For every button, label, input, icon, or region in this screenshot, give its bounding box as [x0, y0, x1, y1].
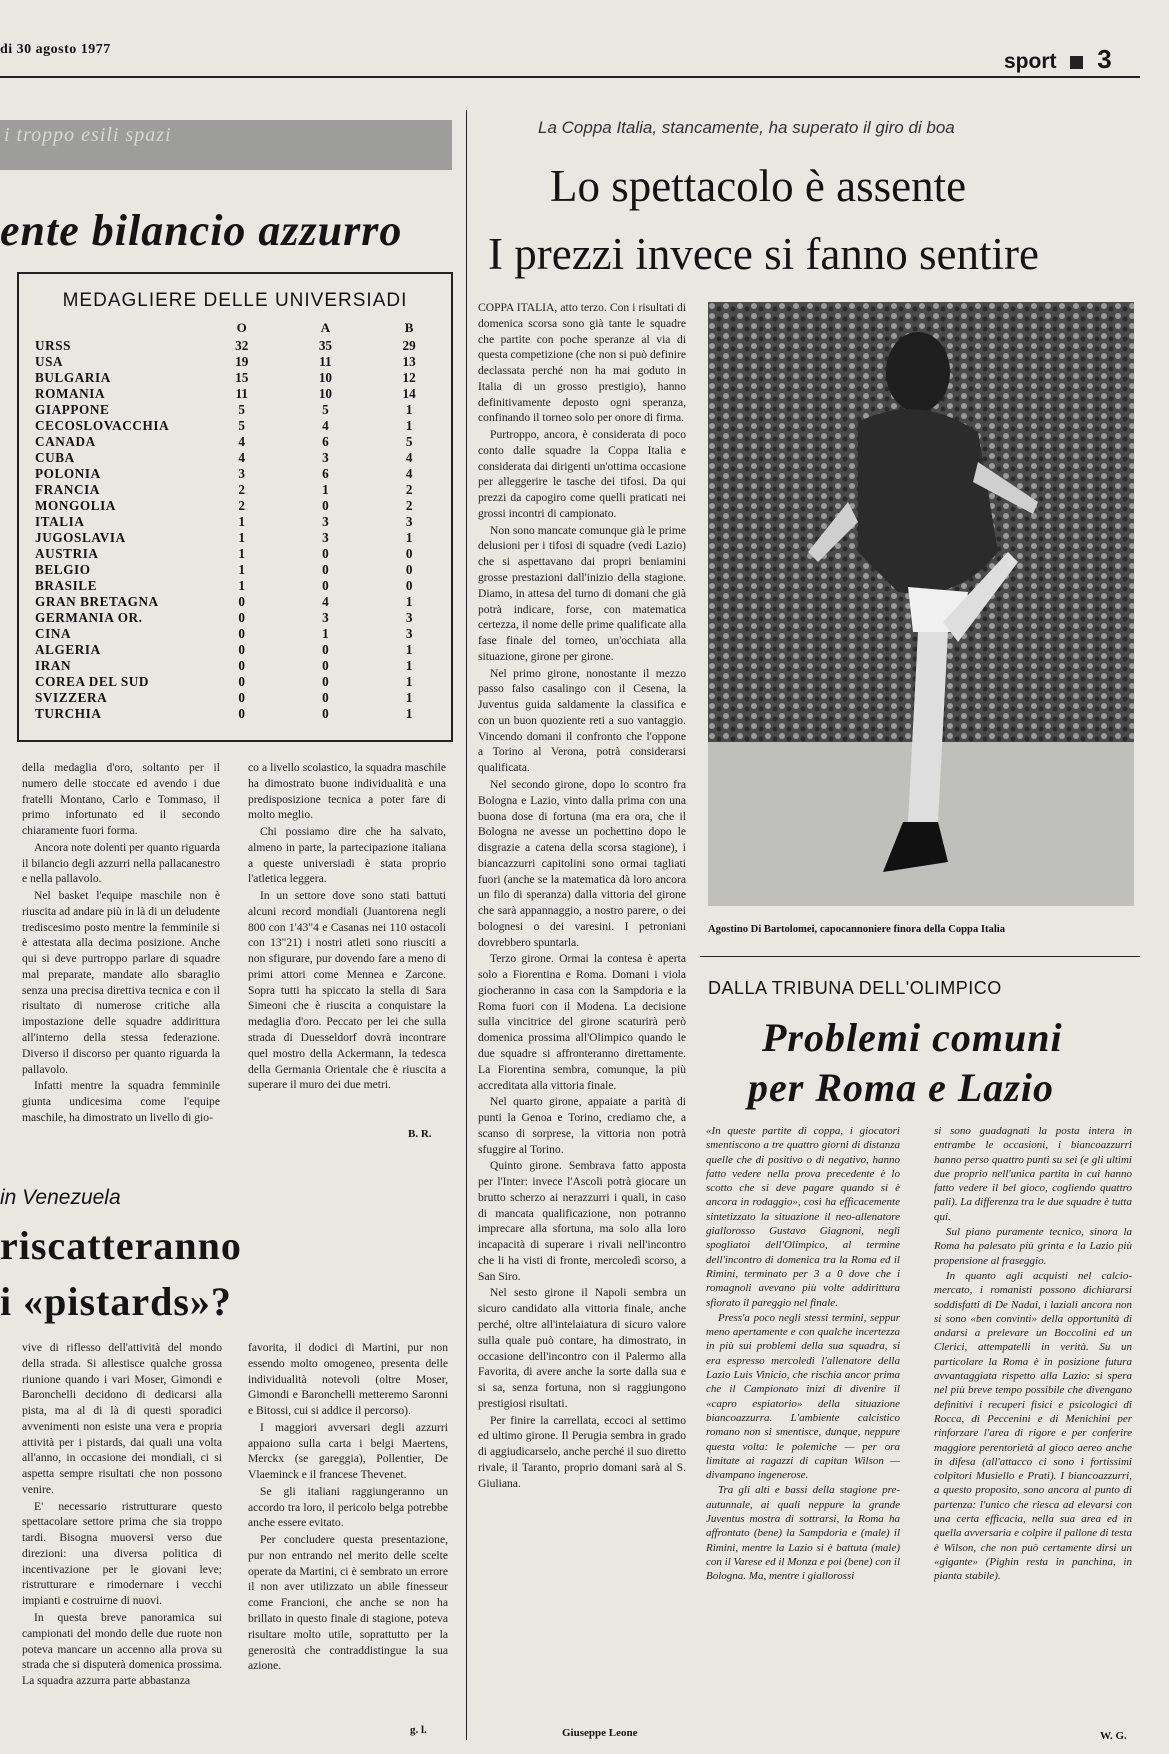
- silver-cell: 35: [318, 338, 332, 353]
- silver-cell: 1: [322, 626, 329, 641]
- medal-row: [35, 594, 451, 610]
- gold-cell: 4: [238, 434, 245, 449]
- bronze-cell: 1: [405, 642, 413, 657]
- medal-row: [35, 338, 451, 354]
- silver-cell: 10: [318, 370, 332, 385]
- bronze-cell: 3: [405, 610, 413, 625]
- paragraph: Nel quarto girone, appaiate a parità di punti la Genoa e Torino, crediamo che, a scanso di sorprese, la vittoria non potrà sfuggire al Torino.: [478, 1095, 686, 1156]
- masthead-section: [1004, 44, 1112, 75]
- page-number: 3: [1097, 44, 1112, 74]
- silver-cell: 3: [322, 530, 329, 545]
- nation-cell: AUSTRIA: [35, 546, 99, 561]
- paragraph: Nel basket l'equipe maschile non è riuscita ad andare più in là di un deludente trediscesimo posto mentre la femminile si è attestata alla decima posizione. Anche qui si deve purtroppo parlare di squadre mal preparate, mandate allo sbaraglio senza una precisa direttiva tecnica e con il risultato di numerose critiche alla impostazione delle squadre addirittura all'interno della stessa federazione. Diverso il discorso per quanto riguarda la pallavolo.: [22, 889, 220, 1076]
- left-kicker-bar: [0, 120, 452, 170]
- gold-cell: 0: [238, 674, 245, 689]
- paragraph: «In queste partite di coppa, i giocatori smentiscono a tre quattro giorni di distanza quelle che di positivo o di negativo, hanno fatto vedere nella prova precedente è lo scotto che si deve pagare quando si è ancora in rodaggio», così ha efficacemente sintetizzato la situazione il neo-allenatore giallorosso Gustavo Giagnoni, negli spogliatoi dell'Olimpico, al termine dell'incontro di domenica tra la Roma ed il Rimini, terminato per 3 a 0 dove che i romagnoli avevano più volte addirittura sfiorato il pareggio nel finale.: [706, 1125, 900, 1309]
- gold-cell: 15: [235, 370, 249, 385]
- paragraph: si sono guadagnati la posta intera in entrambe le occasioni, i biancoazzurri hanno perso quattro punti su sei (e gli ultimi due proprio nell'unica partita in cui hanno fatto vedere il bel gioco, cogliendo quattro pali). La differenza tra le due squadre è tutta qui.: [934, 1125, 1132, 1223]
- paragraph: COPPA ITALIA, atto terzo. Con i risultati di domenica scorsa sono già tante le squadre che partite con poche speranze al via di questa competizione (che non si può definire declassata perché non ha mai goduto in Italia di un grosso prestigio), hanno definitivamente deposto ogni speranza, confinando il torneo solo per onore di firma.: [478, 301, 686, 425]
- bronze-cell: 1: [405, 594, 413, 609]
- coppa-headline-2: I prezzi invece si fanno sentire: [488, 229, 1039, 279]
- olimpico-kicker: DALLA TRIBUNA DELL'OLIMPICO: [708, 978, 1002, 998]
- medal-row: [35, 658, 451, 674]
- bronze-cell: 0: [405, 578, 413, 593]
- bronze-cell: 0: [405, 562, 413, 577]
- vertical-rule-left: [466, 110, 467, 1740]
- bronze-cell: 4: [405, 466, 413, 481]
- paragraph: co a livello scolastico, la squadra maschile ha dimostrato buone individualità e una predisposizione tecnica a poter fare di molto meglio.: [248, 761, 446, 822]
- bilancio-column-1: [22, 760, 220, 1150]
- medal-row: [35, 530, 451, 546]
- gold-cell: 1: [238, 562, 245, 577]
- silver-cell: 0: [322, 562, 329, 577]
- gold-cell: 0: [238, 610, 245, 625]
- bilancio-signature: B. R.: [408, 1128, 432, 1140]
- paragraph: Per concludere questa presentazione, pur non entrando nel merito delle scelte operate da Martini, ci è sembrato un errore il non aver utilizzato un abile finesseur come Francioni, che anche se non ha brillato in questo finale di stagione, poteva risultare molto utile, soprattutto per la generosità che contraddistingue la sua azione.: [248, 1533, 448, 1673]
- gold-cell: 32: [235, 338, 249, 353]
- nation-cell: ROMANIA: [35, 386, 106, 401]
- silver-cell: 3: [322, 450, 329, 465]
- paragraph: della medaglia d'oro, soltanto per il numero delle stoccate ed avendo i due fratelli Montano, Carlo e Tommaso, il primo infortunato ed il secondo chiaramente fuori forma.: [22, 761, 220, 838]
- medal-table-body: [35, 338, 451, 722]
- bronze-cell: 1: [405, 706, 413, 721]
- silver-cell: 0: [322, 690, 329, 705]
- nation-cell: CUBA: [35, 450, 75, 465]
- olimpico-column-1: [706, 1124, 900, 1744]
- paragraph: In questa breve panoramica sui campionati del mondo delle due ruote non poteva mancare un accenno alla prova su strada che si disputerà domenica prossima. La squadra azzurra parte abbastanza: [22, 1611, 222, 1688]
- paragraph: Terzo girone. Ormai la contesa è aperta solo a Fiorentina e Roma. Domani i viola giocheranno in casa con la Sampdoria e la Roma fuori con il Modena. La decisione sulla vincitrice del girone scaturirà però domenica prossima all'Olimpico quando le due squadre si affronteranno direttamente. La Fiorentina sembra, comunque, la più accreditata alla vittoria finale.: [478, 952, 686, 1092]
- nation-cell: MONGOLIA: [35, 498, 116, 513]
- medal-row: [35, 370, 451, 386]
- bronze-cell: 13: [402, 354, 416, 369]
- gold-cell: 19: [235, 354, 249, 369]
- medal-row: [35, 690, 451, 706]
- medal-row: [35, 354, 451, 370]
- bronze-cell: 1: [405, 402, 413, 417]
- bronze-cell: 1: [405, 690, 413, 705]
- paragraph: In un settore dove sono stati battuti alcuni record mondiali (Juantorena negli 800 con 1'43"4 e Casanas nei 110 ostacoli con 13"21) i nostri atleti sono riusciti a non sfigurare, pur dovendo fare a meno di primi attori come Mennea e Zarcone. Sopra tutti ha spiccato la stella di Sara Simeoni che è riuscita a conquistare la medaglia d'oro. Peccato per lei che sulla strada di Duesseldorf dovrà incontrare quel mostro della Ackermann, la tedesca della Germania Orientale che è riuscita a superare il muro dei due metri.: [248, 889, 446, 1092]
- olimpico-headline-1: Problemi comuni: [762, 1015, 1063, 1060]
- square-bullet-icon: [1070, 56, 1083, 69]
- bronze-cell: 4: [405, 450, 413, 465]
- silver-cell: 5: [322, 402, 329, 417]
- nation-cell: FRANCIA: [35, 482, 101, 497]
- pistards-signature: g. l.: [410, 1724, 427, 1736]
- nation-cell: POLONIA: [35, 466, 101, 481]
- football-player-icon: [708, 302, 1134, 906]
- paragraph: Nel secondo girone, dopo lo scontro fra Bologna e Lazio, vinto dalla prima con una buona dose di fortuna (ma era ora, che il Bologna ne avesse un pochettino dopo le disgrazie a catena della scorsa stagione), i biancazzurri capitolini sono ormai tagliati fuori (anche se la matematica dà loro ancora un filo di speranza) dalla vittoria del girone che sarà appannaggio, a nostro parere, o dei bolognesi o dei varesini. I petroniani dovrebbero spuntarla.: [478, 777, 686, 949]
- medal-row: [35, 402, 451, 418]
- coppa-signature: Giuseppe Leone: [562, 1727, 638, 1739]
- section-label: sport: [1004, 50, 1057, 73]
- medal-table-box: [17, 272, 453, 742]
- medal-table: [35, 318, 451, 722]
- silver-cell: 0: [322, 642, 329, 657]
- nation-cell: GIAPPONE: [35, 402, 110, 417]
- medal-row: [35, 562, 451, 578]
- bronze-cell: 14: [402, 386, 416, 401]
- gold-cell: 0: [238, 658, 245, 673]
- left-headline: ente bilancio azzurro: [0, 206, 403, 255]
- nation-cell: IRAN: [35, 658, 72, 673]
- pistards-headline-1: riscatteranno: [0, 1223, 242, 1268]
- masthead-date: di 30 agosto 1977: [0, 42, 111, 57]
- medal-row: [35, 466, 451, 482]
- paragraph: I maggiori avversari degli azzurri appaiono sulla carta i belgi Maertens, Merckx (se gareggia), Pollentier, De Vlaeminck e il francese Thevenet.: [248, 1420, 448, 1482]
- paragraph: E' necessario ristrutturare questo spettacolare settore prima che sia troppo tardi. Bisogna muoversi verso due direzioni: una diversa politica di incentivazione per le giovani leve; ristrutturare e rimodernare i vecchi impianti e costruirne di nuovi.: [22, 1499, 222, 1608]
- nation-cell: ALGERIA: [35, 642, 101, 657]
- medal-row: [35, 546, 451, 562]
- col-header-silver: A: [320, 320, 331, 335]
- medal-row: [35, 482, 451, 498]
- paragraph: Purtroppo, ancora, è considerata di poco conto dalle squadre la Coppa Italia e considerata dai dirigenti un'ottima occasione per alleggerire le tasche dei tifosi. Da qui prezzi da capogiro come quelli praticati nei grossi incontri di campionato.: [478, 428, 686, 520]
- paragraph: Tra gli alti e bassi della stagione pre-autunnale, ai quali neppure la grande Juventus mostra di sottrarsi, la Roma ha affrontato (bene) la Sampdoria e (male) il Rimini, mentre la Lazio si è battuta (male) con il Varese ed il Monza e poi (bene) con il Bologna. Ma, mentre i giallorossi: [706, 1484, 900, 1583]
- silver-cell: 10: [318, 386, 332, 401]
- gold-cell: 0: [238, 706, 245, 721]
- caption-rule: [700, 956, 1140, 957]
- medal-row: [35, 418, 451, 434]
- nation-cell: JUGOSLAVIA: [35, 530, 126, 545]
- nation-cell: TURCHIA: [35, 706, 102, 721]
- medal-row: [35, 642, 451, 658]
- paragraph: In quanto agli acquisti nel calcio-mercato, i romanisti possono dichiararsi soddisfatti di De Nadai, i laziali ancora non si sono «ben convinti» della opportunità di andarsi a prelevare un Boccolini ed un Clerici, attempatelli in verità. Su un particolare la Roma è in posizione futura avvantaggiata rispetto alla Lazio: si spera nel più breve tempo possibile che divengano definitivi i recuperi fisici e psicologici di Rocca, di Peccenini e di Menichini per rinforzare l'area di rigore e per conferire maggiore perentorietà al gioco aereo anche in difesa (all'attacco ci sono i fortissimi colpitori Musiello e Prati). I biancoazzurri, a questo proposito, sono ancora al punto di partenza: l'unico che riesca ad elevarsi con una certa efficacia, nella sua area ed in quella avversaria e colpire il pallone di testa è Wilson, che non può certamente dirsi un «gigante» (Pighin resta in panchina, in pianta stabile).: [934, 1269, 1132, 1583]
- medal-row: [35, 450, 451, 466]
- silver-cell: 11: [319, 354, 332, 369]
- bronze-cell: 2: [405, 498, 413, 513]
- nation-cell: CINA: [35, 626, 72, 641]
- medal-row: [35, 498, 451, 514]
- silver-cell: 0: [322, 578, 329, 593]
- coppa-kicker: La Coppa Italia, stancamente, ha superato il giro di boa: [538, 118, 955, 137]
- bronze-cell: 0: [405, 546, 413, 561]
- photo-caption: Agostino Di Bartolomei, capocannoniere finora della Coppa Italia: [708, 924, 1006, 935]
- nation-cell: USA: [35, 354, 64, 369]
- silver-cell: 1: [322, 482, 329, 497]
- nation-cell: CANADA: [35, 434, 96, 449]
- nation-cell: SVIZZERA: [35, 690, 108, 705]
- nation-cell: CECOSLOVACCHIA: [35, 418, 170, 433]
- paragraph: Per finire la carrellata, eccoci al settimo ed ultimo girone. Il Perugia sembra in grado di aggiudicarselo, anche perché il suo diretto rivale, il Taranto, proprio domani sarà al S. Giuliana.: [478, 1413, 686, 1490]
- medal-header-row: [35, 318, 451, 338]
- gold-cell: 4: [238, 450, 245, 465]
- bronze-cell: 5: [405, 434, 413, 449]
- gold-cell: 0: [238, 690, 245, 705]
- coppa-headline-1: Lo spettacolo è assente: [550, 161, 967, 211]
- nation-cell: BULGARIA: [35, 370, 111, 385]
- pistards-column-1: [22, 1340, 222, 1740]
- nation-cell: BRASILE: [35, 578, 98, 593]
- silver-cell: 6: [322, 466, 329, 481]
- silver-cell: 0: [322, 706, 329, 721]
- silver-cell: 4: [322, 594, 329, 609]
- medal-row: [35, 514, 451, 530]
- paragraph: Nel primo girone, nonostante il mezzo passo falso casalingo con il Cesena, la Juventus guida saldamente la classifica e con un buon quoziente reti a suo vantaggio. Vincendo domani il confronto che l'oppone a Torino al Verona, potrà considerarsi qualificata.: [478, 666, 686, 775]
- silver-cell: 0: [322, 498, 329, 513]
- medal-row: [35, 578, 451, 594]
- bronze-cell: 12: [402, 370, 416, 385]
- nation-cell: COREA DEL SUD: [35, 674, 150, 689]
- medal-row: [35, 386, 451, 402]
- bronze-cell: 29: [402, 338, 416, 353]
- bronze-cell: 1: [405, 674, 413, 689]
- silver-cell: 0: [322, 546, 329, 561]
- paragraph: vive di riflesso dell'attività del mondo della strada. Si allestisce qualche grossa riunione quando i vari Moser, Gimondi e Baronchelli decidono di dedicarsi alla pista, ma al di là di questi sporadici avvenimenti non esiste una vera e propria attività per i pistards, dai quali una volta all'anno, in occasione dei mondiali, ci si aspetta sempre risultati che non possono venire.: [22, 1341, 222, 1496]
- medal-row: [35, 626, 451, 642]
- silver-cell: 3: [322, 610, 329, 625]
- gold-cell: 1: [238, 514, 245, 529]
- silver-cell: 0: [322, 658, 329, 673]
- silver-cell: 6: [322, 434, 329, 449]
- medal-row: [35, 706, 451, 722]
- col-header-bronze: B: [404, 320, 414, 335]
- gold-cell: 1: [238, 546, 245, 561]
- bronze-cell: 2: [405, 482, 413, 497]
- olimpico-signature: W. G.: [1100, 1730, 1127, 1742]
- gold-cell: 3: [238, 466, 245, 481]
- gold-cell: 2: [238, 498, 245, 513]
- col-header-gold: O: [236, 320, 247, 335]
- olimpico-column-2: [934, 1124, 1132, 1730]
- paragraph: favorita, il dodici di Martini, pur non essendo molto omogeneo, presenta delle individualità notevoli (oltre Moser, Gimondi e Baronchelli metteremo Saronni e Bitossi, cui si addice il percorso).: [248, 1341, 448, 1418]
- paragraph: Sul piano puramente tecnico, sinora la Roma ha palesato più grinta e la Lazio più propensione al fraseggio.: [934, 1226, 1132, 1267]
- gold-cell: 2: [238, 482, 245, 497]
- paragraph: Non sono mancate comunque già le prime delusioni per i tifosi di squadre (vedi Lazio) che si aspettavano dai propri beniamini grosse prestazioni dall'inizio della stagione. Diamo, in attesa del turno di domani che già potrà indicare, forse, con matematica certezza, il nome delle prime qualificate alla fase finale del torneo, un'occhiata alla situazione, girone per girone.: [478, 523, 686, 663]
- paragraph: Nel sesto girone il Napoli sembra un sicuro candidato alla vittoria finale, anche perché, oltre all'intelaiatura di sicuro valore sulla quale può contare, ha dimostrato, in occasione dell'incontro con il Palermo alla Favorita, di avere anche la sorte dalla sua e si sa, senza fortuna, non si raggiungono prestigiosi risultati.: [478, 1286, 686, 1410]
- paragraph: Press'a poco negli stessi termini, seppur meno apertamente e con qualche incertezza in più sui problemi della sua squadra, si era espresso mercoledì l'allenatore della Lazio Luis Vinicio, che rischia ancor prima che il Campionato inizi di divenire il «capro espiatorio» della situazione biancoazzurra. L'ambiente calcistico romano non si smentisce, dunque, neppure questa volta: le polemiche — per ora limitate ai ragazzi di capitan Wilson — divampano ingenerose.: [706, 1311, 900, 1482]
- bilancio-column-2: [248, 760, 446, 1130]
- pistards-column-2: [248, 1340, 448, 1720]
- gold-cell: 11: [235, 386, 248, 401]
- nation-cell: GRAN BRETAGNA: [35, 594, 159, 609]
- paragraph: Ancora note dolenti per quanto riguarda il bilancio degli azzurri nella pallacanestro e nella pallavolo.: [22, 840, 220, 886]
- bronze-cell: 1: [405, 418, 413, 433]
- left-kicker: i troppo esili spazi: [4, 124, 172, 146]
- olimpico-headline-2: per Roma e Lazio: [748, 1065, 1054, 1110]
- nation-cell: BELGIO: [35, 562, 91, 577]
- medal-table-title: MEDAGLIERE DELLE UNIVERSIADI: [62, 290, 408, 311]
- paragraph: Quinto girone. Sembrava fatto apposta per l'Inter: invece l'Ascoli potrà giocare un brutto scherzo ai nerazzurri i quali, in caso di mancata qualificazione, non potranno imprecare alla sfortuna, ma solo alla loro incapacità di superare i rivali nell'incontro che li ha visti di fronte, mercoledì scorso, a San Siro.: [478, 1159, 686, 1283]
- pistards-kicker: in Venezuela: [0, 1186, 121, 1209]
- gold-cell: 1: [238, 578, 245, 593]
- silver-cell: 4: [322, 418, 329, 433]
- gold-cell: 0: [238, 626, 245, 641]
- paragraph: Infatti mentre la squadra femminile giunta undicesima come l'equipe maschile, ha dimostrato un livello di gio-: [22, 1079, 220, 1124]
- paragraph: Chi possiamo dire che ha salvato, almeno in parte, la partecipazione italiana a queste universiadi è stata proprio l'atletica leggera.: [248, 825, 446, 886]
- gold-cell: 5: [238, 402, 245, 417]
- player-photo: [708, 302, 1134, 906]
- gold-cell: 5: [238, 418, 245, 433]
- masthead-rule: [0, 76, 1140, 78]
- nation-cell: URSS: [35, 338, 72, 353]
- bronze-cell: 3: [405, 626, 413, 641]
- coppa-body: [478, 300, 686, 1704]
- silver-cell: 0: [322, 674, 329, 689]
- gold-cell: 1: [238, 530, 245, 545]
- bronze-cell: 3: [405, 514, 413, 529]
- bronze-cell: 1: [405, 658, 413, 673]
- nation-cell: GERMANIA OR.: [35, 610, 143, 625]
- gold-cell: 0: [238, 642, 245, 657]
- pistards-headline-2: i «pistards»?: [0, 1279, 232, 1324]
- bronze-cell: 1: [405, 530, 413, 545]
- medal-row: [35, 610, 451, 626]
- nation-cell: ITALIA: [35, 514, 85, 529]
- medal-row: [35, 434, 451, 450]
- gold-cell: 0: [238, 594, 245, 609]
- paragraph: Se gli italiani raggiungeranno un accordo tra loro, il pericolo belga potrebbe anche essere evitato.: [248, 1484, 448, 1530]
- silver-cell: 3: [322, 514, 329, 529]
- medal-row: [35, 674, 451, 690]
